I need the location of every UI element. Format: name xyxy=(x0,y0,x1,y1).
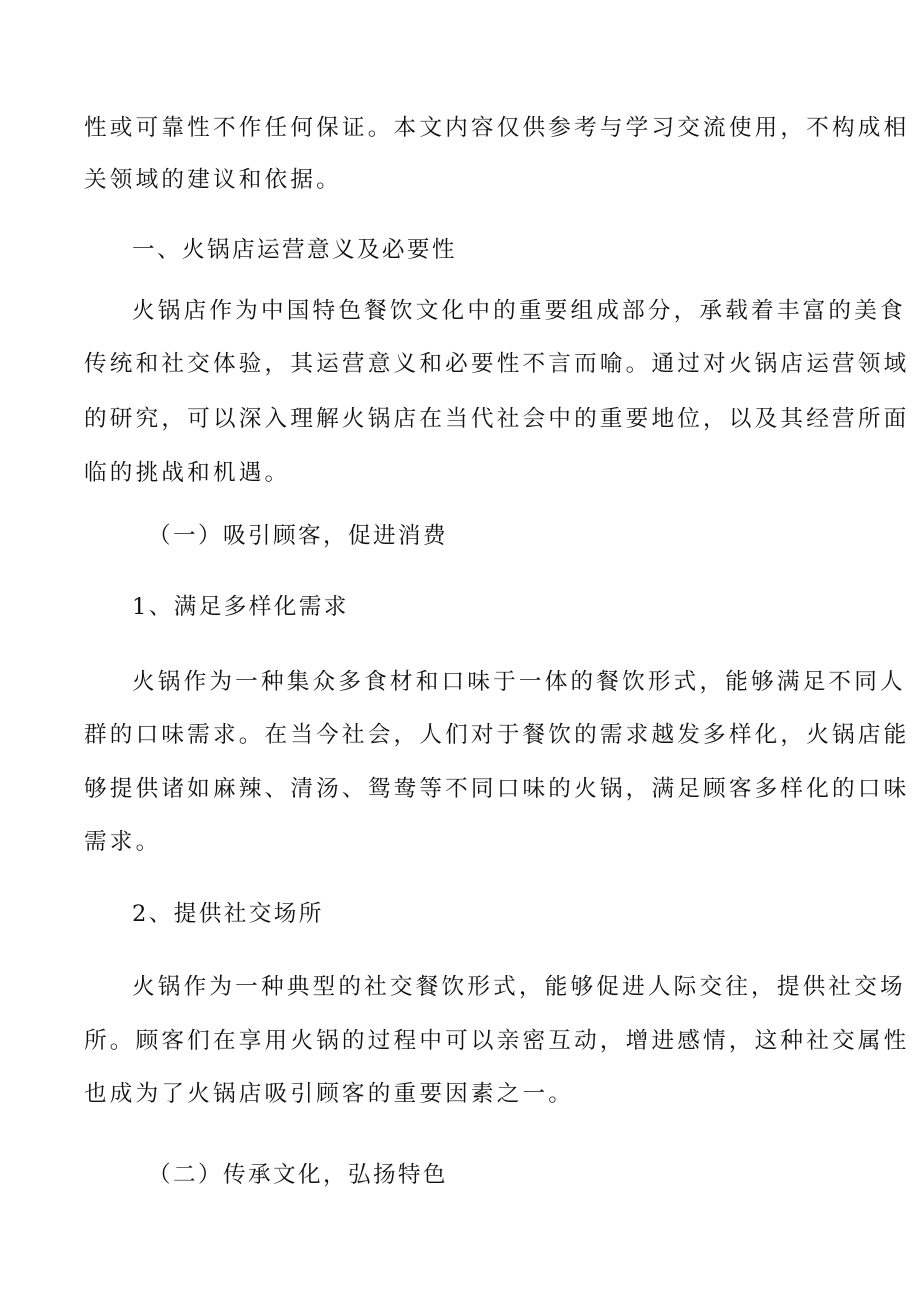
item1-paragraph-line-4: 需求。 xyxy=(84,829,162,855)
section1-paragraph-line-2: 传统和社交体验，其运营意义和必要性不言而喻。通过对火锅店运营领域 xyxy=(84,351,910,377)
section1-paragraph-line-1: 火锅店作为中国特色餐饮文化中的重要组成部分，承载着丰富的美食 xyxy=(132,298,906,324)
subsection-heading-1: （一）吸引顾客，促进消费 xyxy=(148,523,448,549)
item2-paragraph-line-3: 也成为了火锅店吸引顾客的重要因素之一。 xyxy=(84,1081,575,1107)
item-heading-1: 1、满足多样化需求 xyxy=(132,594,349,620)
section-heading-1: 一、火锅店运营意义及必要性 xyxy=(132,237,457,263)
section1-paragraph-line-4: 临的挑战和机遇。 xyxy=(84,460,291,486)
item1-paragraph-line-2: 群的口味需求。在当今社会，人们对于餐饮的需求越发多样化，火锅店能 xyxy=(84,722,910,748)
item1-paragraph-line-3: 够提供诸如麻辣、清汤、鸳鸯等不同口味的火锅，满足顾客多样化的口味 xyxy=(84,776,910,802)
intro-line-1: 性或可靠性不作任何保证。本文内容仅供参考与学习交流使用，不构成相 xyxy=(84,115,910,141)
item-heading-2: 2、提供社交场所 xyxy=(132,901,324,927)
intro-line-2: 关领域的建议和依据。 xyxy=(84,167,342,193)
subsection-heading-2: （二）传承文化，弘扬特色 xyxy=(148,1162,448,1188)
item1-paragraph-line-1: 火锅作为一种集众多食材和口味于一体的餐饮形式，能够满足不同人 xyxy=(132,669,906,695)
item2-paragraph-line-2: 所。顾客们在享用火锅的过程中可以亲密互动，增进感情，这种社交属性 xyxy=(84,1028,910,1054)
section1-paragraph-line-3: 的研究，可以深入理解火锅店在当代社会中的重要地位，以及其经营所面 xyxy=(84,406,910,432)
item2-paragraph-line-1: 火锅作为一种典型的社交餐饮形式，能够促进人际交往，提供社交场 xyxy=(132,974,906,1000)
